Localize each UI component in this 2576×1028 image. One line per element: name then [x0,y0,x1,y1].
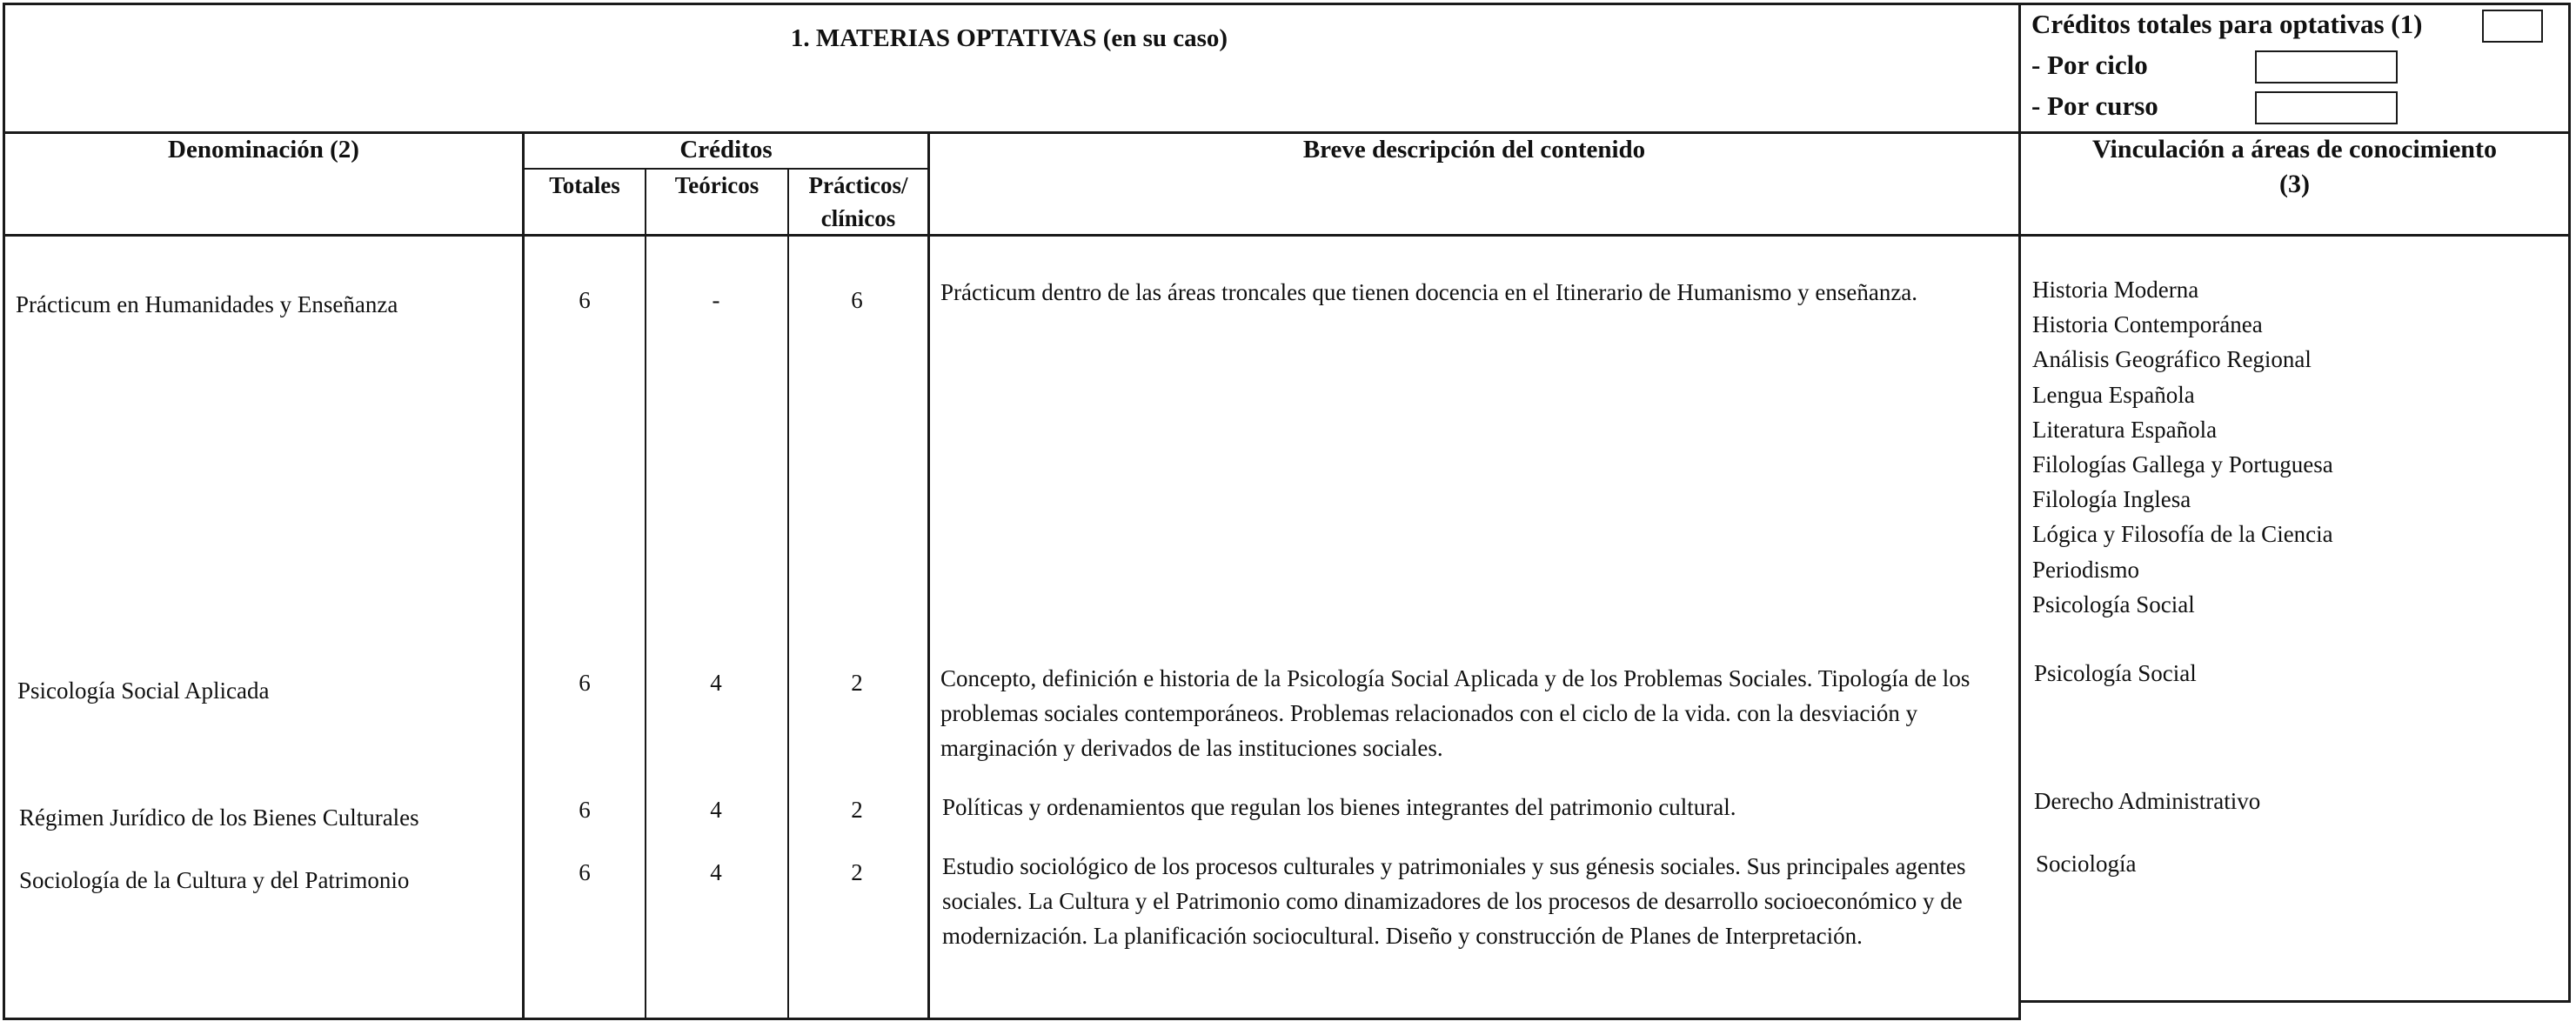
credits-totales: 6 [579,797,591,823]
subject-description: Concepto, definición e historia de la Psicología Social Aplicada y de los Problemas Sociales. Tipología de los problemas sociales contemporáneos. Problemas relacionados con el ciclo de la vida. con la desviación y marginación y derivados de las instituciones sociales. [940,665,1970,761]
area-item: Literatura Española [2032,416,2218,443]
header-practicos-line1: Prácticos/ [808,172,908,198]
credits-practicos: 2 [851,670,863,696]
credits-totales: 6 [579,287,591,313]
area-item: Derecho Administrativo [2034,788,2261,814]
header-descripcion: Breve descripción del contenido [1302,136,1646,164]
header-teoricos: Teóricos [674,172,759,198]
credits-practicos: 2 [851,797,863,823]
credits-teoricos: 4 [710,670,722,696]
total-credits-field[interactable] [2482,10,2543,43]
knowledge-areas [2034,784,2260,818]
area-item: Filología Inglesa [2032,486,2191,513]
header-vinculacion [2021,132,2568,202]
credits-practicos: 2 [851,859,863,885]
total-credits-label: Créditos totales para optativas (1) [2031,9,2423,39]
credits-practicos: 6 [851,287,863,313]
header-totales: Totales [549,172,620,198]
area-item: Sociología [2036,851,2137,877]
subject-description: Políticas y ordenamientos que regulan los bienes integrantes del patrimonio cultural. [942,794,1736,820]
subject-description: Estudio sociológico de los procesos culturales y patrimoniales y sus génesis sociales. Sus principales agentes sociales. La Cultura y el Patrimonio como dinamizadores de los procesos de desarrollo socioeconómico y de modernización. La planificación sociocultural. Diseño y construcción de Planes de Interpretación. [942,853,1966,949]
area-item: Psicología Social [2034,660,2197,686]
subject-name: Prácticum en Humanidades y Enseñanza [16,291,398,317]
area-item: Análisis Geográfico Regional [2032,346,2312,373]
subject-name: Psicología Social Aplicada [17,678,270,704]
credits-totales: 6 [579,670,591,696]
header-vinculacion-line1: Vinculación a áreas de conocimiento [2092,135,2497,164]
area-item: Periodismo [2032,556,2140,583]
credits-teoricos: 4 [710,859,722,885]
knowledge-areas [2036,846,2137,881]
credits-teoricos: 4 [710,797,722,823]
area-item: Historia Moderna [2032,277,2199,303]
subject-name: Régimen Jurídico de los Bienes Culturales [19,804,419,831]
subject-name: Sociología de la Cultura y del Patrimonio [19,867,410,893]
section-title: 1. MATERIAS OPTATIVAS (en su caso) [790,24,1228,52]
header-practicos [789,169,927,235]
knowledge-areas [2034,656,2197,691]
per-course-field[interactable] [2255,91,2398,124]
header-vinculacion-line2: (3) [2279,170,2310,198]
header-practicos-line2: clínicos [820,205,896,231]
credits-totales: 6 [579,859,591,885]
per-course-label: - Por curso [2031,90,2158,121]
area-item: Filologías Gallega y Portuguesa [2032,451,2333,478]
credits-teoricos: - [712,287,720,313]
per-cycle-label: - Por ciclo [2031,50,2148,80]
knowledge-areas [2032,272,2333,622]
header-denominacion: Denominación (2) [168,136,359,164]
per-cycle-field[interactable] [2255,50,2398,83]
area-item: Lógica y Filosofía de la Ciencia [2032,521,2333,548]
area-item: Lengua Española [2032,381,2195,408]
subject-description: Prácticum dentro de las áreas troncales que tienen docencia en el Itinerario de Humanismo y enseñanza. [940,279,1918,305]
area-item: Historia Contemporánea [2032,311,2263,338]
header-creditos: Créditos [679,136,773,164]
area-item: Psicología Social [2032,591,2195,617]
